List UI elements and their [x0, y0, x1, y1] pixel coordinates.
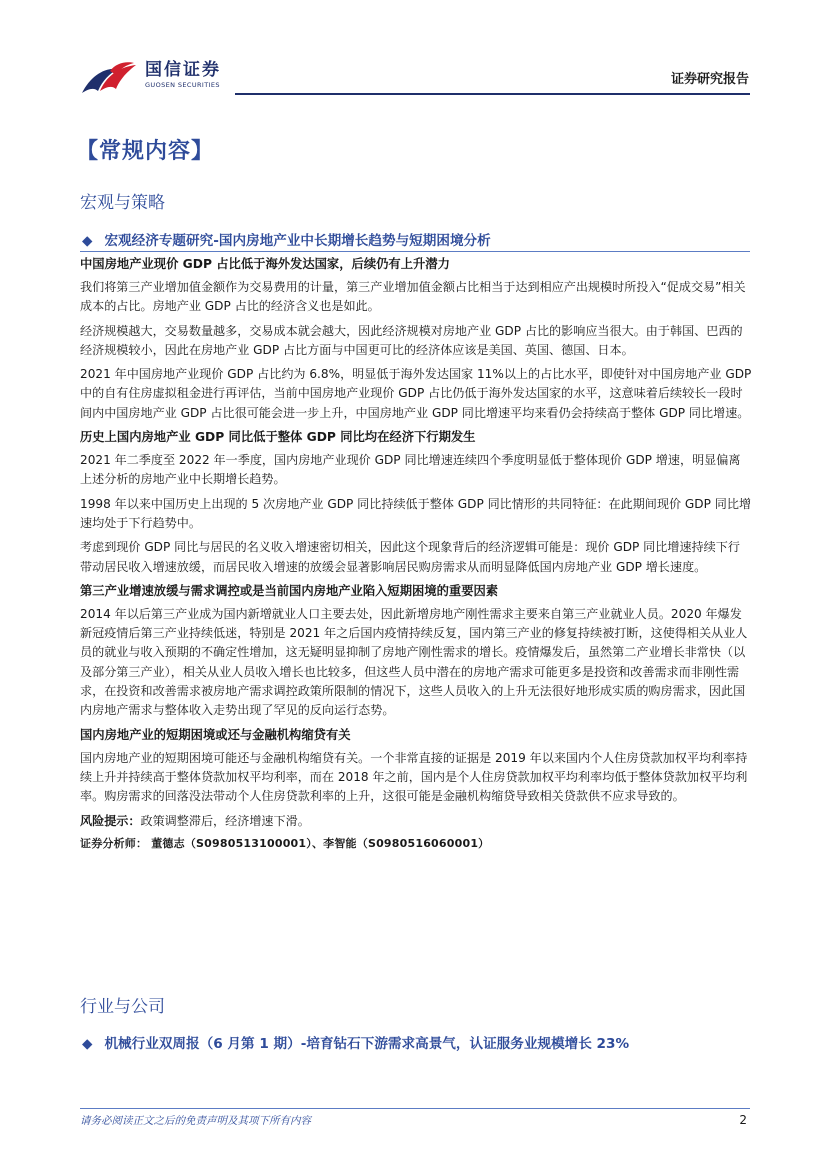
section-title-main: 【常规内容】	[76, 139, 215, 164]
footer-divider	[80, 1108, 750, 1109]
risk-text: 政策调整滞后，经济增速下滑。	[140, 813, 310, 828]
guosen-logo-icon	[80, 57, 140, 97]
paragraph: 2021 年中国房地产业现价 GDP 占比约为 6.8%，明显低于海外发达国家 11%以上的占比水平，即使针对中国房地产业 GDP 中的自有住房虚拟租金进行再评估，当前中国房地产业现价 GDP 占比仍低于海外发达国家的水平，这意味着后续较长一段时间内中国房地产业 GDP 占比很可能会进一步上升，中国房地产业 GDP 同比增速平均来看仍会持续高于整体 GDP 同比增速。	[80, 367, 752, 420]
paragraph: 国内房地产业的短期困境可能还与金融机构缩贷有关。一个非常直接的证据是 2019 年以来国内个人住房贷款加权平均利率持续上升并持续高于整体贷款加权平均利率，而在 2018 年之前，国内是个人住房贷款加权平均利率均低于整体贷款加权平均利率。购房需求的回落没法带动个人住房贷款利率的上升，这很可能是金融机构缩贷导致相关贷款供不应求导致的。	[80, 750, 748, 804]
subheading: 历史上国内房地产业 GDP 同比低于整体 GDP 同比均在经济下行期发生	[80, 430, 476, 445]
diamond-bullet-icon: ◆	[82, 233, 93, 249]
report-type-label: 证券研究报告	[670, 72, 749, 87]
brand-name-en: GUOSEN SECURITIES	[145, 81, 220, 89]
diamond-bullet-icon: ◆	[82, 1036, 93, 1052]
paragraph: 我们将第三产业增加值金额作为交易费用的计量，第三产业增加值金额占比相当于达到相应产出规模时所投入“促成交易”相关成本的占比。房地产业 GDP 占比的经济含义也是如此。	[80, 280, 746, 314]
paragraph: 经济规模越大，交易数量越多，交易成本就会越大，因此经济规模对房地产业 GDP 占比的影响应当很大。由于韩国、巴西的经济规模较小，因此在房地产业 GDP 占比方面与中国更可比的经济体应该是美国、英国、德国、日本。	[80, 323, 743, 357]
risk-warning	[80, 812, 752, 831]
topic-title-text: 机械行业双周报（6 月第 1 期）-培育钻石下游需求高景气，认证服务业规模增长 23%	[104, 1036, 630, 1052]
footer-disclaimer: 请务必阅读正文之后的免责声明及其项下所有内容	[80, 1115, 311, 1127]
paragraph: 考虑到现价 GDP 同比与居民的名义收入增速密切相关，因此这个现象背后的经济逻辑可能是：现价 GDP 同比增速持续下行带动居民收入增速放缓，而居民收入增速的放缓会显著影响居民购房需求从而明显降低国内房地产业 GDP 增长速度。	[80, 540, 740, 574]
subheading: 国内房地产业的短期困境或还与金融机构缩贷有关	[80, 727, 351, 742]
section-title-industry: 行业与公司	[80, 997, 165, 1017]
subheading: 第三产业增速放缓与需求调控或是当前国内房地产业陷入短期困境的重要因素	[80, 583, 499, 598]
paragraph: 1998 年以来中国历史上出现的 5 次房地产业 GDP 同比持续低于整体 GDP 同比情形的共同特征：在此期间现价 GDP 同比增速均处于下行趋势中。	[80, 496, 752, 530]
topic-divider	[80, 251, 750, 252]
brand-name-cn: 国信证券	[145, 60, 221, 80]
header-divider	[235, 93, 750, 95]
risk-label: 风险提示：	[80, 813, 141, 828]
analyst-line: 证券分析师： 董德志（S0980513100001）、李智能（S0980516060001）	[80, 836, 490, 850]
article-body	[80, 255, 752, 851]
topic-title-industry[interactable]	[82, 1032, 629, 1052]
page-number: 2	[739, 1113, 747, 1127]
subheading: 中国房地产业现价 GDP 占比低于海外发达国家，后续仍有上升潜力	[80, 257, 450, 271]
section-title-macro: 宏观与策略	[80, 193, 165, 213]
paragraph: 2014 年以后第三产业成为国内新增就业人口主要去处，因此新增房地产刚性需求主要来自第三产业就业人员。2020 年爆发新冠疫情后第三产业持续低迷，特别是 2021 年之后国内疫情持续反复，国内第三产业的修复持续被打断，这使得相关从业人员的就业与收入预期的不确定性增加，这无疑明显抑制了房地产刚性需求的增长。疫情爆发后，虽然第二产业增长非常快（以及部分第三产业），相关从业人员收入增长也比较多，但这些人员中潜在的房地产需求可能更多是投资和改善需求而非刚性需求，在投资和改善需求被房地产需求调控政策所限制的情况下，这些人员收入的上升无法很好地形成实质的购房需求，因此国内房地产需求与整体收入走势出现了罕见的反向运行态势。	[80, 606, 748, 718]
topic-title-macro[interactable]	[82, 229, 491, 249]
topic-title-text: 宏观经济专题研究-国内房地产业中长期增长趋势与短期困境分析	[104, 233, 491, 249]
brand-block	[145, 60, 221, 89]
paragraph: 2021 年二季度至 2022 年一季度，国内房地产业现价 GDP 同比增速连续四个季度明显低于整体现价 GDP 增速，明显偏离上述分析的房地产业中长期增长趋势。	[80, 453, 741, 487]
page-header	[0, 0, 827, 100]
